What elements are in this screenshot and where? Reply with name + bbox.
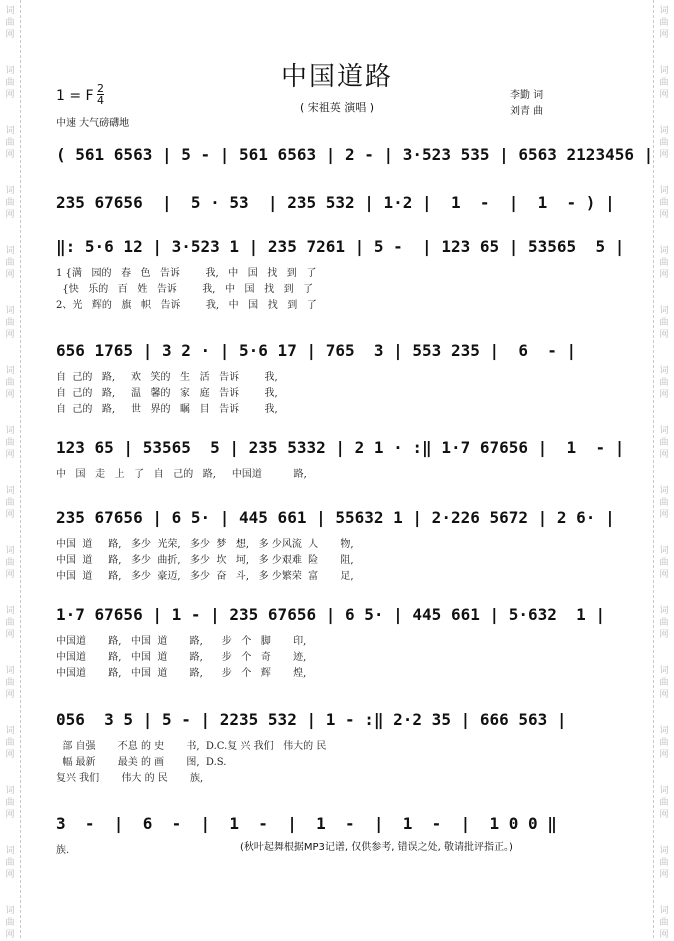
watermark-char: 曲 — [5, 78, 15, 88]
watermark-char: 词 — [659, 426, 669, 436]
notation-line: ( 561 6563 | 5 - | 561 6563 | 2 - | 3·523 535 | 6563 2123456 | — [56, 145, 654, 164]
watermark-char: 曲 — [5, 918, 15, 928]
lyricist-credit: 李勤 词 — [510, 90, 544, 101]
transcription-footnote: (秋叶起舞根据MP3记谱, 仅供参考, 错误之处, 敬请批评指正。) — [240, 842, 513, 853]
watermark-char: 词 — [5, 186, 15, 196]
watermark-char: 网 — [5, 210, 15, 220]
notation-line: 235 67656 | 6 5· | 445 661 | 55632 1 | 2·226 5672 | 2 6· | — [56, 508, 615, 527]
song-title: 中国道路 — [280, 62, 393, 92]
lyric-line: {快 乐的 百 姓 告诉 我, 中 国 找 到 了 — [56, 284, 314, 295]
watermark-char: 曲 — [659, 798, 669, 808]
watermark-char: 词 — [5, 306, 15, 316]
watermark-char: 网 — [5, 870, 15, 880]
watermark-char: 网 — [659, 150, 669, 160]
watermark-char: 词 — [659, 6, 669, 16]
right-watermark-strip — [653, 0, 674, 938]
singer-note: ( 宋祖英 演唱 ) — [299, 101, 375, 114]
watermark-char: 曲 — [659, 678, 669, 688]
watermark-char: 词 — [659, 486, 669, 496]
lyric-line: 中国道 路, 中国 道 路, 步 个 奇 迹, — [56, 652, 307, 663]
watermark-char: 网 — [659, 870, 669, 880]
watermark-char: 网 — [5, 270, 15, 280]
time-signature-top: 2 — [97, 82, 104, 95]
watermark-char: 词 — [5, 66, 15, 76]
time-signature — [97, 83, 104, 106]
watermark-char: 词 — [659, 546, 669, 556]
watermark-char: 词 — [5, 726, 15, 736]
lyric-line: 自 己的 路, 温 馨的 家 庭 告诉 我, — [56, 388, 278, 399]
watermark-char: 曲 — [659, 138, 669, 148]
watermark-char: 词 — [659, 906, 669, 916]
lyric-line: 中 国 走 上 了 自 己的 路, 中国道 路, — [56, 469, 307, 480]
notation-line: ‖: 5·6 12 | 3·523 1 | 235 7261 | 5 - | 123 65 | 53565 5 | — [56, 237, 625, 256]
watermark-char: 网 — [5, 510, 15, 520]
watermark-char: 网 — [5, 390, 15, 400]
watermark-char: 曲 — [5, 378, 15, 388]
left-watermark-strip — [0, 0, 21, 938]
watermark-char: 词 — [5, 606, 15, 616]
watermark-char: 词 — [659, 66, 669, 76]
lyric-line: 复兴 我们 伟大 的 民 族, — [56, 773, 204, 784]
tempo-marking: 中速 大气磅礴地 — [56, 118, 130, 129]
watermark-char: 词 — [5, 546, 15, 556]
watermark-char: 词 — [659, 606, 669, 616]
lyric-line: 中国 道 路, 多少 光荣, 多少 梦 想, 多 少风流 人 物, — [56, 539, 354, 550]
watermark-char: 网 — [5, 570, 15, 580]
watermark-char: 词 — [5, 426, 15, 436]
watermark-char: 词 — [5, 666, 15, 676]
watermark-char: 曲 — [5, 18, 15, 28]
watermark-char: 网 — [5, 90, 15, 100]
watermark-char: 词 — [5, 246, 15, 256]
watermark-char: 词 — [659, 246, 669, 256]
watermark-char: 曲 — [659, 858, 669, 868]
lyric-line: 中国 道 路, 多少 豪迈, 多少 奋 斗, 多 少繁荣 富 足, — [56, 571, 354, 582]
watermark-char: 词 — [5, 906, 15, 916]
watermark-char: 曲 — [659, 438, 669, 448]
watermark-char: 曲 — [659, 18, 669, 28]
watermark-char: 词 — [5, 126, 15, 136]
watermark-char: 曲 — [5, 798, 15, 808]
watermark-char: 曲 — [5, 738, 15, 748]
notation-line: 235 67656 | 5 · 53 | 235 532 | 1·2 | 1 - | 1 - ) | — [56, 193, 615, 212]
lyric-line: 部 自强 不息 的 史 书, D.C.复 兴 我们 伟大的 民 — [56, 741, 327, 752]
watermark-char: 曲 — [659, 558, 669, 568]
watermark-char: 词 — [659, 726, 669, 736]
watermark-char: 网 — [5, 30, 15, 40]
watermark-char: 网 — [659, 210, 669, 220]
watermark-char: 网 — [5, 630, 15, 640]
watermark-char: 网 — [5, 930, 15, 940]
watermark-char: 网 — [659, 750, 669, 760]
lyric-line: 中国道 路, 中国 道 路, 步 个 辉 煌, — [56, 668, 307, 679]
watermark-char: 曲 — [5, 318, 15, 328]
watermark-char: 词 — [659, 306, 669, 316]
watermark-char: 曲 — [5, 198, 15, 208]
watermark-char: 网 — [659, 930, 669, 940]
watermark-char: 曲 — [659, 618, 669, 628]
watermark-char: 词 — [659, 126, 669, 136]
lyric-line: 中国 道 路, 多少 曲折, 多少 坎 坷, 多 少艰难 险 阻, — [56, 555, 354, 566]
notation-line: 056 3 5 | 5 - | 2235 532 | 1 - :‖ 2·2 35 | 666 563 | — [56, 710, 567, 729]
watermark-char: 曲 — [5, 498, 15, 508]
composer-credit: 刘青 曲 — [510, 106, 544, 117]
watermark-char: 曲 — [5, 858, 15, 868]
watermark-char: 词 — [659, 666, 669, 676]
notation-line: 3 - | 6 - | 1 - | 1 - | 1 - | 1 0 0 ‖ — [56, 814, 557, 833]
watermark-char: 曲 — [659, 498, 669, 508]
watermark-char: 网 — [5, 690, 15, 700]
watermark-char: 曲 — [659, 918, 669, 928]
watermark-char: 网 — [659, 570, 669, 580]
watermark-char: 曲 — [5, 138, 15, 148]
watermark-char: 词 — [5, 786, 15, 796]
key-signature: 1 = F — [56, 88, 94, 104]
watermark-char: 网 — [659, 690, 669, 700]
watermark-char: 网 — [5, 330, 15, 340]
watermark-char: 网 — [659, 810, 669, 820]
watermark-char: 词 — [659, 786, 669, 796]
watermark-char: 网 — [659, 630, 669, 640]
watermark-char: 词 — [659, 366, 669, 376]
watermark-char: 词 — [659, 186, 669, 196]
watermark-char: 网 — [659, 510, 669, 520]
watermark-char: 网 — [5, 150, 15, 160]
lyric-line: 2、光 辉的 旗 帜 告诉 我, 中 国 找 到 了 — [56, 300, 317, 311]
watermark-char: 网 — [5, 450, 15, 460]
notation-line: 1·7 67656 | 1 - | 235 67656 | 6 5· | 445 661 | 5·632 1 | — [56, 605, 606, 624]
watermark-char: 曲 — [659, 198, 669, 208]
watermark-char: 词 — [5, 486, 15, 496]
lyric-line: 自 己的 路, 世 界的 瞩 目 告诉 我, — [56, 404, 278, 415]
watermark-char: 曲 — [659, 378, 669, 388]
notation-line: 656 1765 | 3 2 · | 5·6 17 | 765 3 | 553 235 | 6 - | — [56, 341, 577, 360]
watermark-char: 曲 — [659, 738, 669, 748]
watermark-char: 网 — [659, 30, 669, 40]
lyric-line: 幅 最新 最美 的 画 图, D.S. — [56, 757, 227, 768]
lyric-line: 中国道 路, 中国 道 路, 步 个 脚 印, — [56, 636, 307, 647]
watermark-char: 曲 — [5, 438, 15, 448]
lyric-line: 1 {满 园的 春 色 告诉 我, 中 国 找 到 了 — [56, 268, 317, 279]
watermark-char: 曲 — [5, 678, 15, 688]
watermark-char: 词 — [5, 366, 15, 376]
watermark-char: 词 — [5, 6, 15, 16]
watermark-char: 曲 — [5, 558, 15, 568]
watermark-char: 网 — [659, 450, 669, 460]
watermark-char: 网 — [5, 750, 15, 760]
time-signature-bottom: 4 — [97, 94, 104, 107]
watermark-char: 曲 — [659, 78, 669, 88]
watermark-char: 词 — [5, 846, 15, 856]
lyric-line: 族. — [56, 845, 70, 856]
watermark-char: 曲 — [659, 318, 669, 328]
watermark-char: 网 — [659, 330, 669, 340]
lyric-line: 自 己的 路, 欢 笑的 生 活 告诉 我, — [56, 372, 278, 383]
watermark-char: 曲 — [5, 618, 15, 628]
notation-line: 123 65 | 53565 5 | 235 5332 | 2 1 · :‖ 1·7 67656 | 1 - | — [56, 438, 625, 457]
watermark-char: 曲 — [659, 258, 669, 268]
watermark-char: 网 — [659, 270, 669, 280]
watermark-char: 网 — [659, 390, 669, 400]
watermark-char: 词 — [659, 846, 669, 856]
watermark-char: 曲 — [5, 258, 15, 268]
watermark-char: 网 — [5, 810, 15, 820]
watermark-char: 网 — [659, 90, 669, 100]
